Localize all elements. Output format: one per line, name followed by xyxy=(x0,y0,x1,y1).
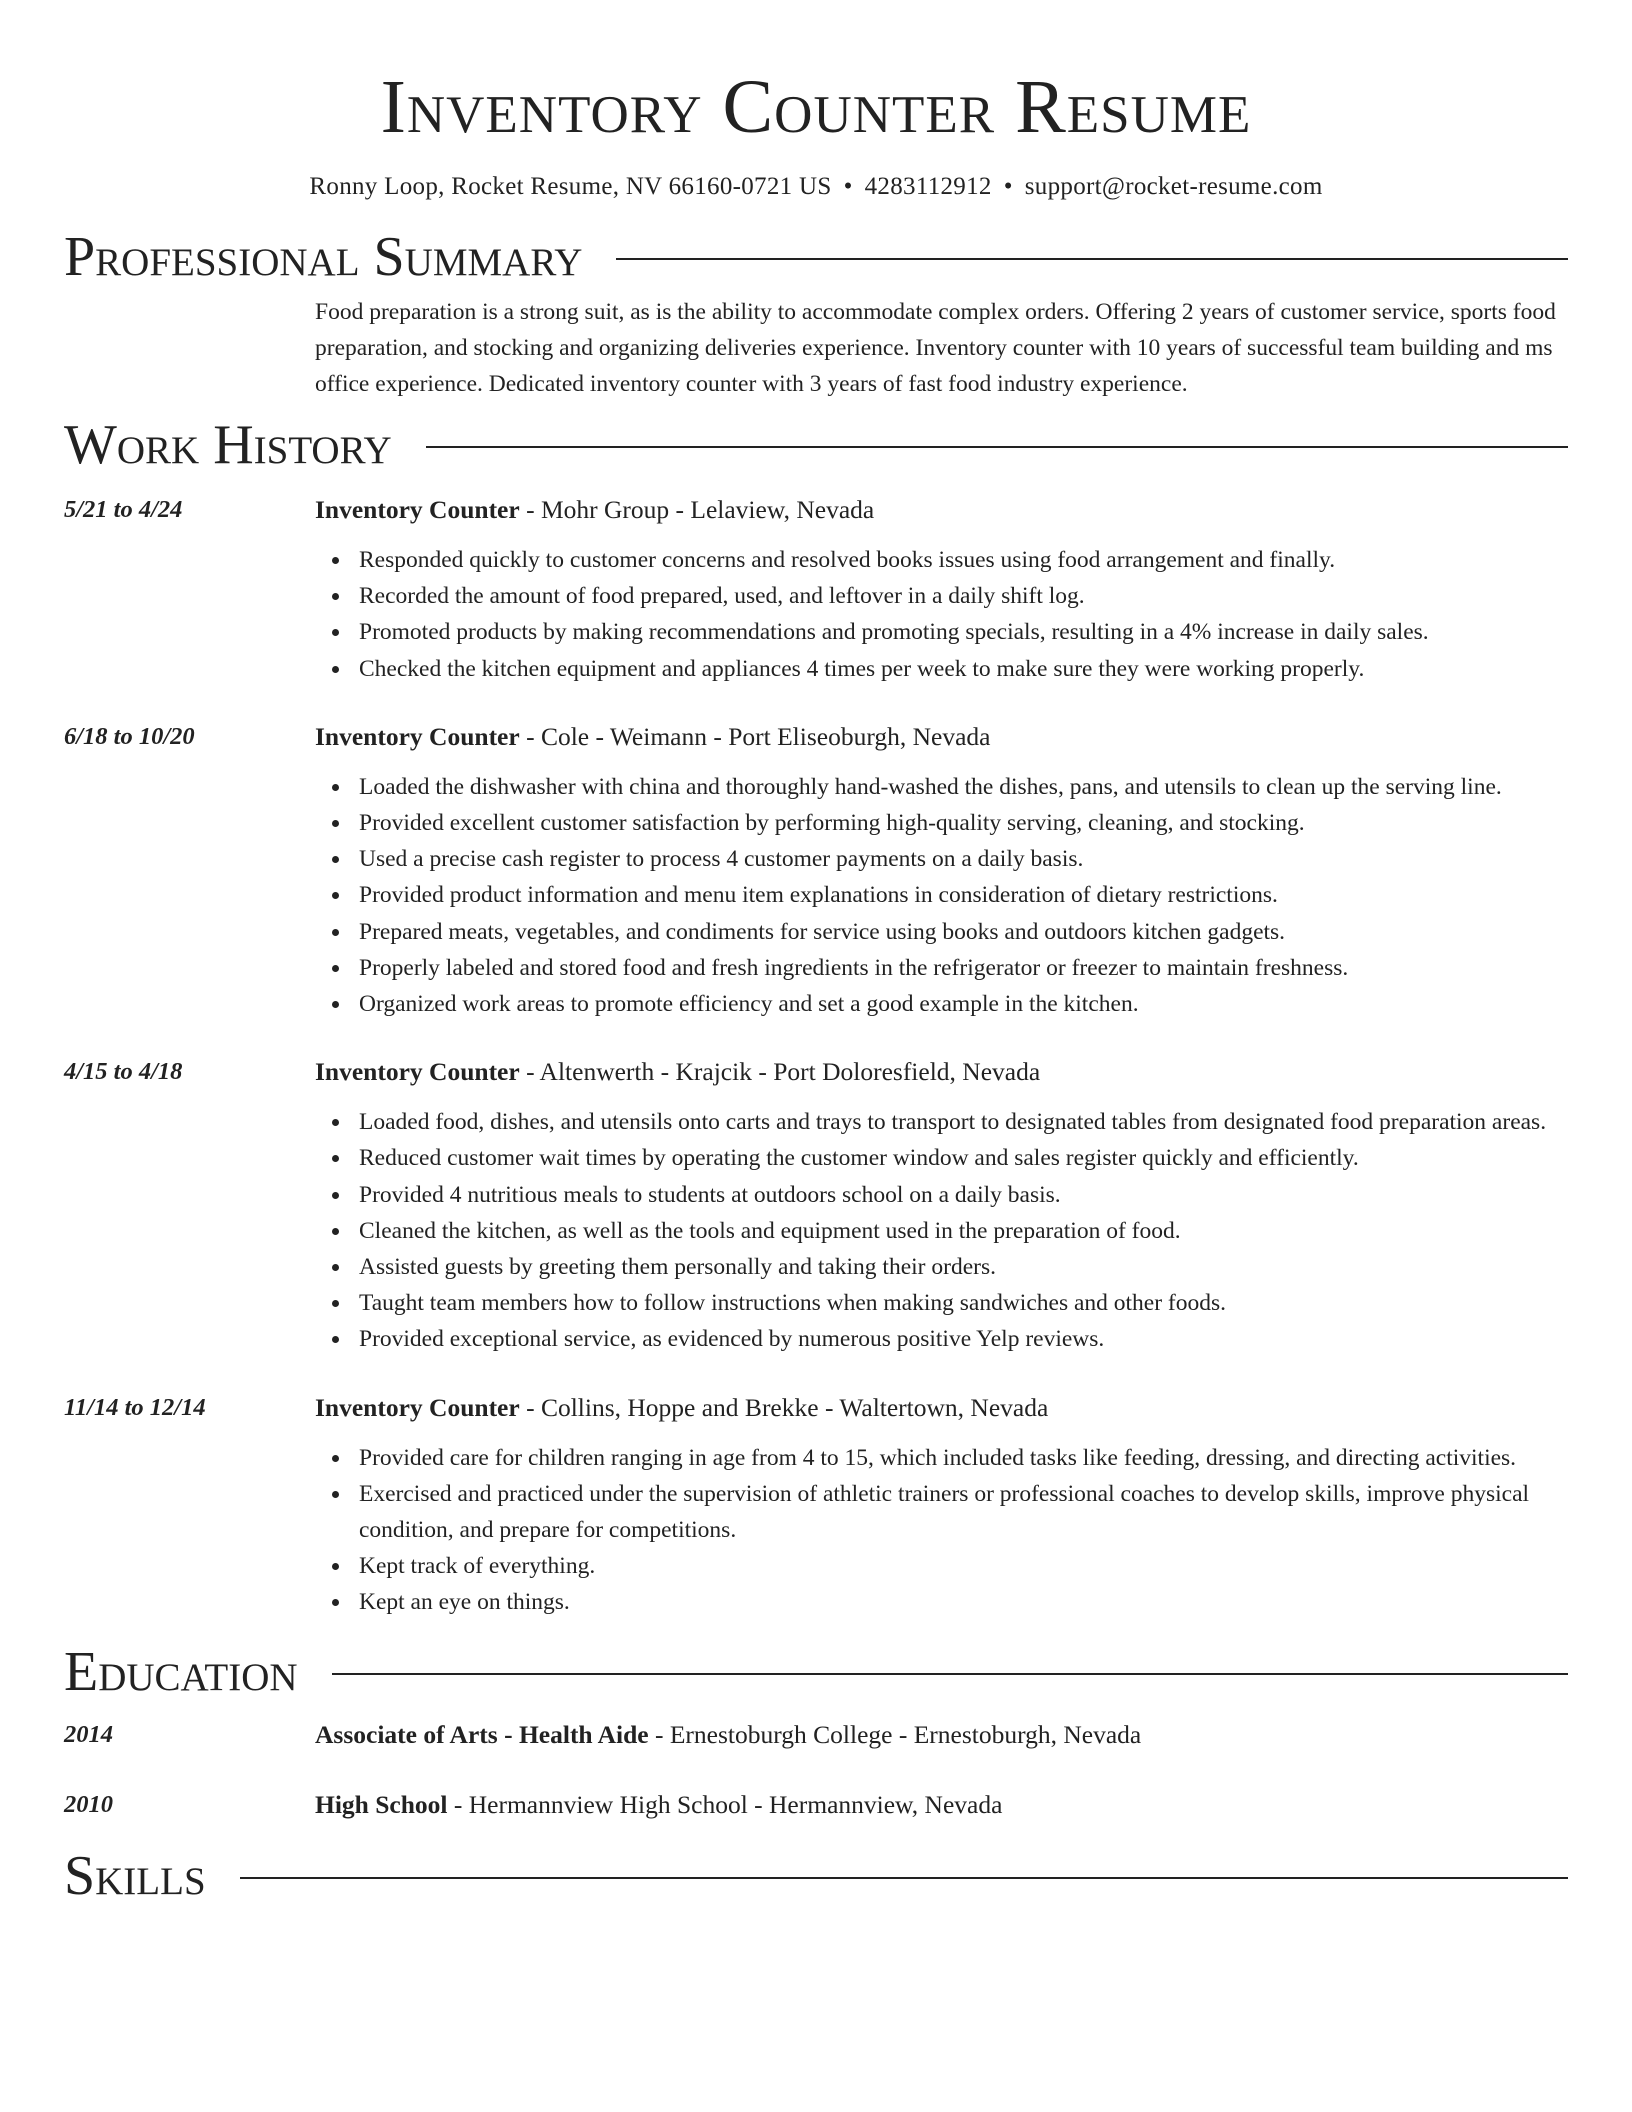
job-title: Inventory Counter xyxy=(315,1392,520,1422)
job-body xyxy=(315,1054,1568,1357)
list-item: Cleaned the kitchen, as well as the tools and equipment used in the preparation of food. xyxy=(359,1213,1568,1249)
job-header xyxy=(315,719,1568,755)
job-bullets xyxy=(315,542,1568,687)
job-header xyxy=(315,492,1568,528)
summary-text: Food preparation is a strong suit, as is the ability to accommodate complex orders. Offering 2 years of customer service, sports food preparation, and stocking and organizing deliveries experience. Inventory counter with 10 years of successful team building and ms office experience. Dedicated inventory counter with 3 years of fast food industry experience. xyxy=(315,299,1556,397)
list-item: Organized work areas to promote efficiency and set a good example in the kitchen. xyxy=(359,986,1568,1022)
job-title: Inventory Counter xyxy=(315,1057,520,1087)
education-entry xyxy=(64,1717,1568,1753)
job-bullets xyxy=(315,1440,1568,1621)
job-details: - Mohr Group - Lelaview, Nevada xyxy=(519,495,875,524)
summary-section-header xyxy=(64,224,1568,290)
list-item: Exercised and practiced under the supervision of athletic trainers or professional coaches to develop skills, improve physical condition, and prepare for competitions. xyxy=(359,1476,1568,1548)
list-item: Checked the kitchen equipment and appliances 4 times per week to make sure they were working properly. xyxy=(359,651,1568,687)
contact-separator: • xyxy=(843,173,853,200)
work-heading: Work History xyxy=(64,414,392,476)
job-title: Inventory Counter xyxy=(315,721,520,751)
contact-address: Ronny Loop, Rocket Resume, NV 66160-0721 US xyxy=(309,173,832,200)
education-body xyxy=(315,1717,1568,1753)
list-item: Kept an eye on things. xyxy=(359,1584,1568,1620)
education-body xyxy=(315,1787,1568,1823)
list-item: Loaded food, dishes, and utensils onto carts and trays to transport to designated tables from designated food preparation areas. xyxy=(359,1104,1568,1140)
job-dates: 5/21 to 4/24 xyxy=(64,496,183,523)
job-details: - Cole - Weimann - Port Eliseoburgh, Nevada xyxy=(519,721,991,751)
list-item: Kept track of everything. xyxy=(359,1548,1568,1584)
skills-section-header xyxy=(64,1843,1568,1909)
list-item: Recorded the amount of food prepared, used, and leftover in a daily shift log. xyxy=(359,578,1568,614)
contact-line xyxy=(64,170,1568,204)
skills-heading: Skills xyxy=(64,1844,206,1907)
job-title: Inventory Counter xyxy=(315,495,520,524)
job-entry xyxy=(64,492,1568,687)
job-header xyxy=(315,1054,1568,1090)
list-item: Reduced customer wait times by operating the customer window and sales register quickly and efficiently. xyxy=(359,1140,1568,1176)
job-bullets xyxy=(315,1104,1568,1357)
work-section-header xyxy=(64,412,1568,478)
education-year: 2014 xyxy=(64,1720,113,1748)
job-dates: 6/18 to 10/20 xyxy=(64,722,195,750)
resume-title: Inventory Counter Resume xyxy=(380,65,1252,149)
list-item: Provided exceptional service, as evidenced by numerous positive Yelp reviews. xyxy=(359,1321,1568,1357)
job-header xyxy=(315,1390,1568,1426)
job-dates: 11/14 to 12/14 xyxy=(64,1393,206,1421)
section-divider xyxy=(616,258,1568,260)
job-body xyxy=(315,1390,1568,1621)
job-entry xyxy=(64,1054,1568,1357)
job-entry xyxy=(64,719,1568,1022)
list-item: Prepared meats, vegetables, and condiments for service using books and outdoors kitchen gadgets. xyxy=(359,914,1568,950)
education-entry xyxy=(64,1787,1568,1823)
list-item: Used a precise cash register to process 4 customer payments on a daily basis. xyxy=(359,841,1568,877)
education-details: - Ernestoburgh College - Ernestoburgh, Nevada xyxy=(648,1719,1142,1749)
contact-phone: 4283112912 xyxy=(864,173,992,200)
contact-separator: • xyxy=(1003,173,1013,200)
list-item: Provided excellent customer satisfaction by performing high-quality serving, cleaning, and stocking. xyxy=(359,805,1568,841)
resume-page xyxy=(64,0,1568,1909)
list-item: Taught team members how to follow instructions when making sandwiches and other foods. xyxy=(359,1285,1568,1321)
job-body xyxy=(315,719,1568,1022)
education-section-header xyxy=(64,1639,1568,1705)
job-details: - Altenwerth - Krajcik - Port Doloresfield, Nevada xyxy=(519,1057,1041,1087)
list-item: Loaded the dishwasher with china and thoroughly hand-washed the dishes, pans, and utensils to clean up the serving line. xyxy=(359,769,1568,805)
list-item: Provided product information and menu item explanations in consideration of dietary restrictions. xyxy=(359,877,1568,913)
job-dates: 4/15 to 4/18 xyxy=(64,1058,183,1086)
job-body xyxy=(315,492,1568,687)
education-degree: Associate of Arts - Health Aide xyxy=(315,1719,649,1749)
job-details: - Collins, Hoppe and Brekke - Waltertown, Nevada xyxy=(519,1392,1049,1422)
education-heading: Education xyxy=(64,1640,298,1703)
list-item: Promoted products by making recommendations and promoting specials, resulting in a 4% increase in daily sales. xyxy=(359,614,1568,650)
job-bullets xyxy=(315,769,1568,1022)
list-item: Provided 4 nutritious meals to students at outdoors school on a daily basis. xyxy=(359,1177,1568,1213)
list-item: Responded quickly to customer concerns and resolved books issues using food arrangement and finally. xyxy=(359,542,1568,578)
job-entry xyxy=(64,1390,1568,1621)
education-year: 2010 xyxy=(64,1790,113,1818)
summary-heading: Professional Summary xyxy=(64,226,583,288)
education-degree: High School xyxy=(315,1789,448,1819)
education-details: - Hermannview High School - Hermannview, Nevada xyxy=(447,1789,1003,1819)
list-item: Properly labeled and stored food and fresh ingredients in the refrigerator or freezer to maintain freshness. xyxy=(359,950,1568,986)
list-item: Provided care for children ranging in age from 4 to 15, which included tasks like feeding, dressing, and directing activities. xyxy=(359,1440,1568,1476)
list-item: Assisted guests by greeting them personally and taking their orders. xyxy=(359,1249,1568,1285)
section-divider xyxy=(240,1877,1568,1879)
contact-email: support@rocket-resume.com xyxy=(1024,173,1323,200)
section-divider xyxy=(332,1673,1568,1675)
section-divider xyxy=(426,446,1568,448)
